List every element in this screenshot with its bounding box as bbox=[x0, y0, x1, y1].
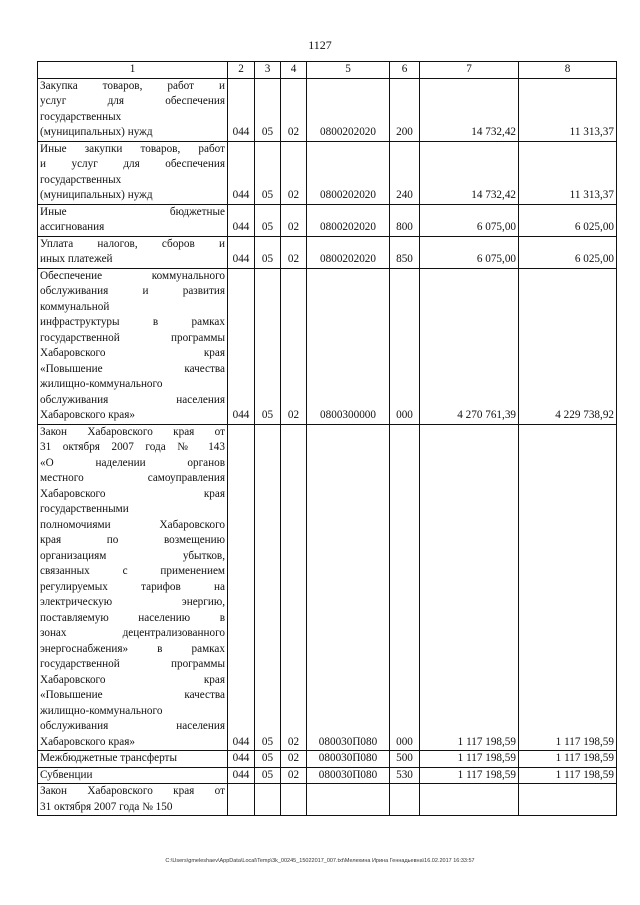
department-code: 044 bbox=[228, 236, 255, 268]
amount-col8: 1 117 198,59 bbox=[519, 767, 617, 784]
expense-type-code: 000 bbox=[390, 268, 420, 424]
description-line: поставляемую населению в bbox=[40, 611, 225, 624]
description-line: Закупка товаров, работ и bbox=[40, 79, 225, 92]
description-line: 31 октября 2007 года № 150 bbox=[40, 800, 173, 813]
target-article-code: 0800202020 bbox=[307, 141, 390, 204]
description-line: Хабаровского края» bbox=[40, 409, 135, 421]
section-code: 05 bbox=[255, 78, 281, 141]
row-description bbox=[38, 78, 228, 141]
amount-col7: 14 732,42 bbox=[420, 141, 519, 204]
row-description bbox=[38, 767, 228, 784]
target-article-code: 0800300000 bbox=[307, 268, 390, 424]
table-row bbox=[38, 784, 617, 816]
description-line: государственными bbox=[40, 503, 129, 515]
column-header: 5 bbox=[307, 62, 390, 79]
subsection-code: 02 bbox=[281, 236, 307, 268]
amount-col7 bbox=[420, 784, 519, 816]
table-row bbox=[38, 236, 617, 268]
department-code: 044 bbox=[228, 268, 255, 424]
section-code: 05 bbox=[255, 424, 281, 751]
row-description bbox=[38, 236, 228, 268]
table-row bbox=[38, 424, 617, 751]
row-description bbox=[38, 268, 228, 424]
expense-type-code: 850 bbox=[390, 236, 420, 268]
department-code: 044 bbox=[228, 141, 255, 204]
row-description bbox=[38, 751, 228, 768]
section-code: 05 bbox=[255, 268, 281, 424]
target-article-code: 080030П080 bbox=[307, 751, 390, 768]
amount-col8: 6 025,00 bbox=[519, 236, 617, 268]
description-line: государственной программы bbox=[40, 658, 225, 670]
description-line: Хабаровского края» bbox=[40, 735, 135, 748]
description-line: электрическую энергию, bbox=[40, 596, 225, 608]
amount-col7: 4 270 761,39 bbox=[420, 268, 519, 424]
table-row bbox=[38, 751, 617, 768]
description-line: государственных bbox=[40, 110, 122, 123]
table-row bbox=[38, 78, 617, 141]
description-line: Закон Хабаровского края от bbox=[40, 785, 225, 797]
target-article-code: 0800202020 bbox=[307, 78, 390, 141]
section-code: 05 bbox=[255, 751, 281, 768]
amount-col8: 11 313,37 bbox=[519, 141, 617, 204]
amount-col7: 1 117 198,59 bbox=[420, 751, 519, 768]
description-line: обслуживания населения bbox=[40, 393, 225, 406]
description-line: Закон Хабаровского края от bbox=[40, 425, 225, 438]
department-code: 044 bbox=[228, 767, 255, 784]
department-code: 044 bbox=[228, 751, 255, 768]
target-article-code bbox=[307, 784, 390, 816]
column-header: 3 bbox=[255, 62, 281, 79]
section-code: 05 bbox=[255, 204, 281, 236]
column-header: 4 bbox=[281, 62, 307, 79]
target-article-code: 080030П080 bbox=[307, 767, 390, 784]
description-line: Хабаровского края bbox=[40, 487, 225, 500]
row-description bbox=[38, 424, 228, 751]
expense-type-code: 240 bbox=[390, 141, 420, 204]
description-line: организациям убытков, bbox=[40, 549, 225, 562]
subsection-code: 02 bbox=[281, 767, 307, 784]
subsection-code: 02 bbox=[281, 78, 307, 141]
page-number: 1127 bbox=[308, 38, 332, 52]
subsection-code: 02 bbox=[281, 141, 307, 204]
row-description bbox=[38, 141, 228, 204]
column-header: 2 bbox=[228, 62, 255, 79]
target-article-code: 0800202020 bbox=[307, 236, 390, 268]
description-line: ассигнования bbox=[40, 221, 105, 233]
section-code: 05 bbox=[255, 141, 281, 204]
amount-col7: 6 075,00 bbox=[420, 204, 519, 236]
subsection-code: 02 bbox=[281, 424, 307, 751]
amount-col8: 11 313,37 bbox=[519, 78, 617, 141]
amount-col8: 4 229 738,92 bbox=[519, 268, 617, 424]
column-header: 8 bbox=[519, 62, 617, 79]
description-line: Хабаровского края bbox=[40, 347, 225, 359]
description-line: инфраструктуры в рамках bbox=[40, 316, 225, 328]
description-line: жилищно-коммунального bbox=[40, 704, 163, 717]
row-description bbox=[38, 784, 228, 816]
budget-table bbox=[37, 61, 617, 816]
description-line: «О наделении органов bbox=[40, 456, 225, 469]
description-line: Субвенции bbox=[40, 768, 93, 781]
description-line: регулируемых тарифов на bbox=[40, 580, 225, 593]
subsection-code: 02 bbox=[281, 268, 307, 424]
description-line: Иные бюджетные bbox=[40, 205, 225, 218]
column-header: 1 bbox=[38, 62, 228, 79]
column-header: 7 bbox=[420, 62, 519, 79]
department-code: 044 bbox=[228, 204, 255, 236]
table-row bbox=[38, 204, 617, 236]
description-line: Межбюджетные трансферты bbox=[40, 752, 177, 764]
description-line: (муниципальных) нужд bbox=[40, 189, 153, 201]
description-line: Иные закупки товаров, работ bbox=[40, 142, 225, 155]
department-code: 044 bbox=[228, 424, 255, 751]
description-line: обслуживания и развития bbox=[40, 285, 225, 297]
expense-type-code: 500 bbox=[390, 751, 420, 768]
expense-type-code: 800 bbox=[390, 204, 420, 236]
amount-col7: 1 117 198,59 bbox=[420, 424, 519, 751]
description-line: зонах децентрализованного bbox=[40, 627, 225, 639]
table-row bbox=[38, 268, 617, 424]
description-line: услуг для обеспечения bbox=[40, 95, 225, 107]
target-article-code: 0800202020 bbox=[307, 204, 390, 236]
amount-col8 bbox=[519, 784, 617, 816]
description-line: энергоснабжения» в рамках bbox=[40, 642, 225, 655]
description-line: иных платежей bbox=[40, 253, 113, 265]
expense-type-code: 530 bbox=[390, 767, 420, 784]
description-line: местного самоуправления bbox=[40, 472, 225, 484]
table-row bbox=[38, 141, 617, 204]
amount-col8: 1 117 198,59 bbox=[519, 424, 617, 751]
description-line: и услуг для обеспечения bbox=[40, 158, 225, 170]
table-row bbox=[38, 767, 617, 784]
expense-type-code: 000 bbox=[390, 424, 420, 751]
description-line: Хабаровского края bbox=[40, 673, 225, 686]
description-line: края по возмещению bbox=[40, 534, 225, 546]
description-line: «Повышение качества bbox=[40, 362, 225, 375]
description-line: связанных с применением bbox=[40, 565, 225, 577]
section-code bbox=[255, 784, 281, 816]
section-code: 05 bbox=[255, 236, 281, 268]
description-line: обслуживания населения bbox=[40, 720, 225, 732]
description-line: 31 октября 2007 года № 143 bbox=[40, 441, 225, 453]
amount-col7: 6 075,00 bbox=[420, 236, 519, 268]
column-header: 6 bbox=[390, 62, 420, 79]
amount-col7: 14 732,42 bbox=[420, 78, 519, 141]
footer-path: C:\Users\gmeleshaev\AppData\Local\Temp\3k_00245_15022017_007.txt\Мелехина Ирина Геннадьевна\16.02.2017 16:33:57 bbox=[165, 858, 475, 864]
description-line: коммунальной bbox=[40, 300, 110, 313]
description-line: жилищно-коммунального bbox=[40, 378, 163, 390]
subsection-code: 02 bbox=[281, 204, 307, 236]
subsection-code: 02 bbox=[281, 751, 307, 768]
department-code bbox=[228, 784, 255, 816]
description-line: Обеспечение коммунального bbox=[40, 269, 225, 282]
amount-col8: 6 025,00 bbox=[519, 204, 617, 236]
section-code: 05 bbox=[255, 767, 281, 784]
description-line: полномочиями Хабаровского bbox=[40, 518, 225, 531]
expense-type-code: 200 bbox=[390, 78, 420, 141]
row-description bbox=[38, 204, 228, 236]
description-line: государственной программы bbox=[40, 331, 225, 344]
table-body bbox=[38, 78, 617, 816]
department-code: 044 bbox=[228, 78, 255, 141]
description-line: (муниципальных) нужд bbox=[40, 126, 153, 138]
description-line: государственных bbox=[40, 173, 122, 186]
amount-col8: 1 117 198,59 bbox=[519, 751, 617, 768]
header-row bbox=[38, 62, 617, 79]
description-line: «Повышение качества bbox=[40, 689, 225, 701]
target-article-code: 080030П080 bbox=[307, 424, 390, 751]
subsection-code bbox=[281, 784, 307, 816]
description-line: Уплата налогов, сборов и bbox=[40, 237, 225, 250]
expense-type-code bbox=[390, 784, 420, 816]
amount-col7: 1 117 198,59 bbox=[420, 767, 519, 784]
